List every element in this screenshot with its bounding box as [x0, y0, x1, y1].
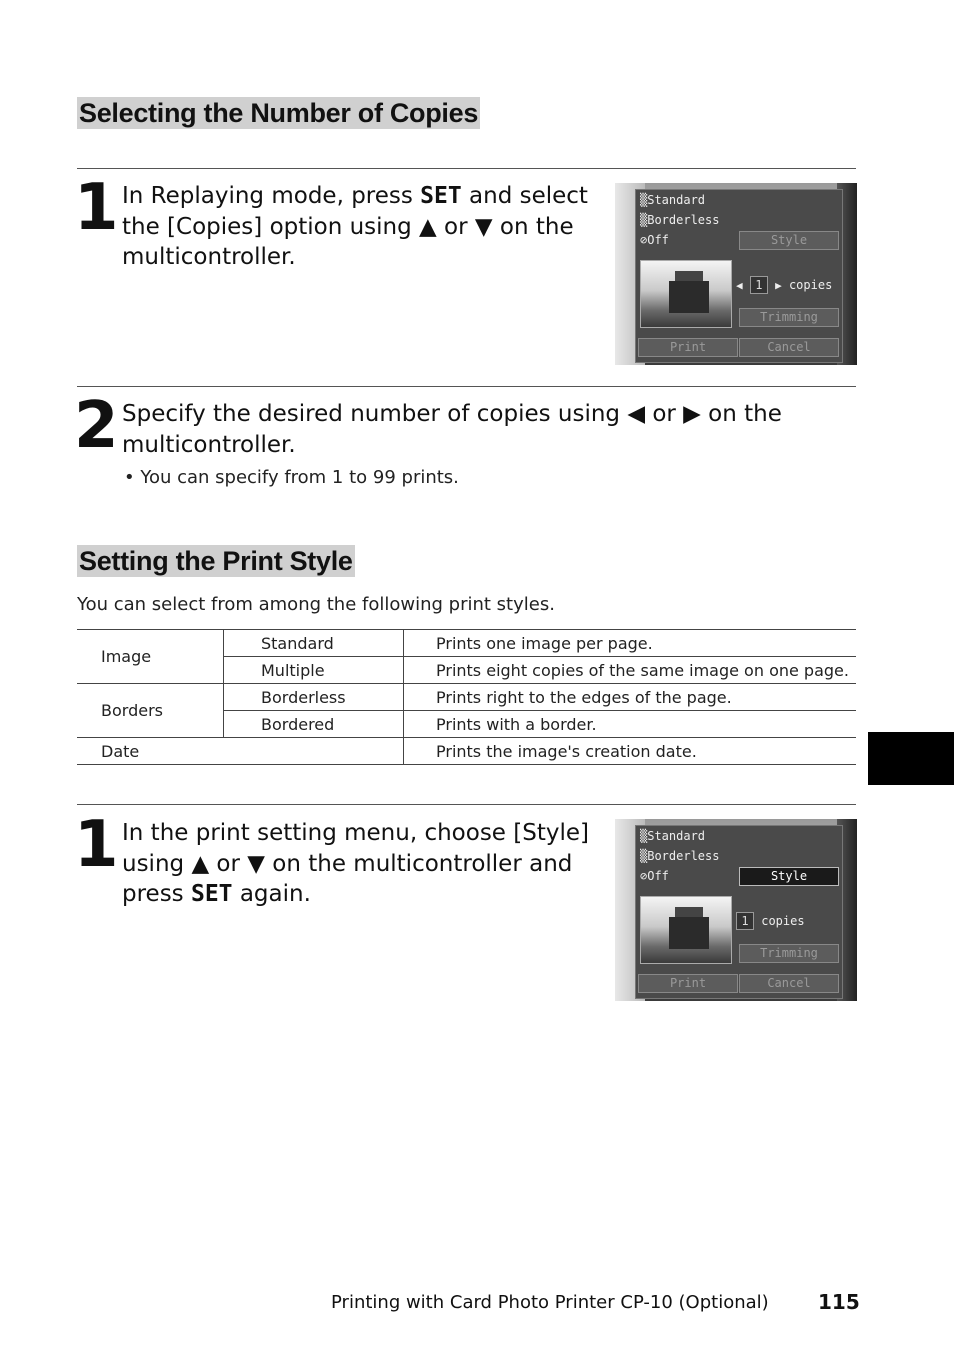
option-cell: Bordered [224, 711, 404, 738]
section-title-print-style: Setting the Print Style [79, 546, 353, 576]
description-cell: Prints with a border. [404, 711, 857, 738]
print-button[interactable]: Print [638, 974, 738, 993]
camera-screen-style [615, 819, 857, 1001]
borders-option[interactable]: ▒Borderless [640, 849, 720, 863]
copies-label: copies [761, 914, 805, 928]
print-style-table [77, 629, 856, 765]
category-date: Date [77, 738, 404, 765]
copies-value: 1 [736, 912, 754, 930]
divider [77, 386, 856, 387]
print-button[interactable]: Print [638, 338, 738, 357]
print-settings-panel [635, 189, 843, 363]
table-row [77, 738, 856, 765]
divider [77, 804, 856, 805]
divider [77, 168, 856, 169]
step-instruction: In Replaying mode, press SET and select the [Copies] option using ▲ or ▼ on the multicontroller. [122, 183, 588, 270]
set-key-label: SET [420, 183, 462, 209]
date-option[interactable]: ⊘Off [640, 233, 669, 247]
style-button[interactable]: Style [739, 231, 839, 250]
trimming-button[interactable]: Trimming [739, 944, 839, 963]
left-arrow-icon: ◀ [736, 279, 743, 292]
print-settings-panel [635, 825, 843, 999]
borders-option[interactable]: ▒Borderless [640, 213, 720, 227]
style-button[interactable]: Style [739, 867, 839, 886]
section-title-copies: Selecting the Number of Copies [79, 98, 479, 128]
right-arrow-icon: ▶ [775, 279, 782, 292]
description-cell: Prints right to the edges of the page. [404, 684, 857, 711]
description-cell: Prints eight copies of the same image on one page. [404, 657, 857, 684]
footer-chapter-title: Printing with Card Photo Printer CP-10 (Optional) [331, 1292, 769, 1313]
cancel-button[interactable]: Cancel [739, 338, 839, 357]
table-row [77, 630, 856, 657]
photo-thumbnail [640, 896, 732, 964]
step-number: 1 [74, 171, 119, 245]
date-option[interactable]: ⊘Off [640, 869, 669, 883]
description-cell: Prints the image's creation date. [404, 738, 857, 765]
description-cell: Prints one image per page. [404, 630, 857, 657]
category-borders: Borders [77, 684, 224, 738]
image-option[interactable]: ▒Standard [640, 829, 706, 843]
step-instruction: Specify the desired number of copies using ◀ or ▶ on the multicontroller. [122, 401, 782, 458]
photo-thumbnail [640, 260, 732, 328]
bullet-note: • You can specify from 1 to 99 prints. [124, 467, 459, 488]
cancel-button[interactable]: Cancel [739, 974, 839, 993]
camera-screen-copies [615, 183, 857, 365]
category-image: Image [77, 630, 224, 684]
step-instruction: In the print setting menu, choose [Style] using ▲ or ▼ on the multicontroller and press SET again. [122, 820, 589, 907]
chapter-tab-marker [868, 732, 954, 785]
option-cell: Borderless [224, 684, 404, 711]
trimming-button[interactable]: Trimming [739, 308, 839, 327]
page-number: 115 [818, 1290, 860, 1314]
set-key-label: SET [190, 881, 233, 907]
copies-label: copies [788, 278, 833, 292]
image-option[interactable]: ▒Standard [640, 193, 706, 207]
step-number: 2 [74, 389, 119, 463]
section-intro: You can select from among the following print styles. [77, 594, 555, 615]
step-number: 1 [74, 808, 119, 882]
option-cell: Standard [224, 630, 404, 657]
copies-selector[interactable] [736, 276, 832, 294]
option-cell: Multiple [224, 657, 404, 684]
copies-selector[interactable] [736, 912, 805, 930]
copies-value: 1 [750, 276, 768, 294]
table-row [77, 684, 856, 711]
